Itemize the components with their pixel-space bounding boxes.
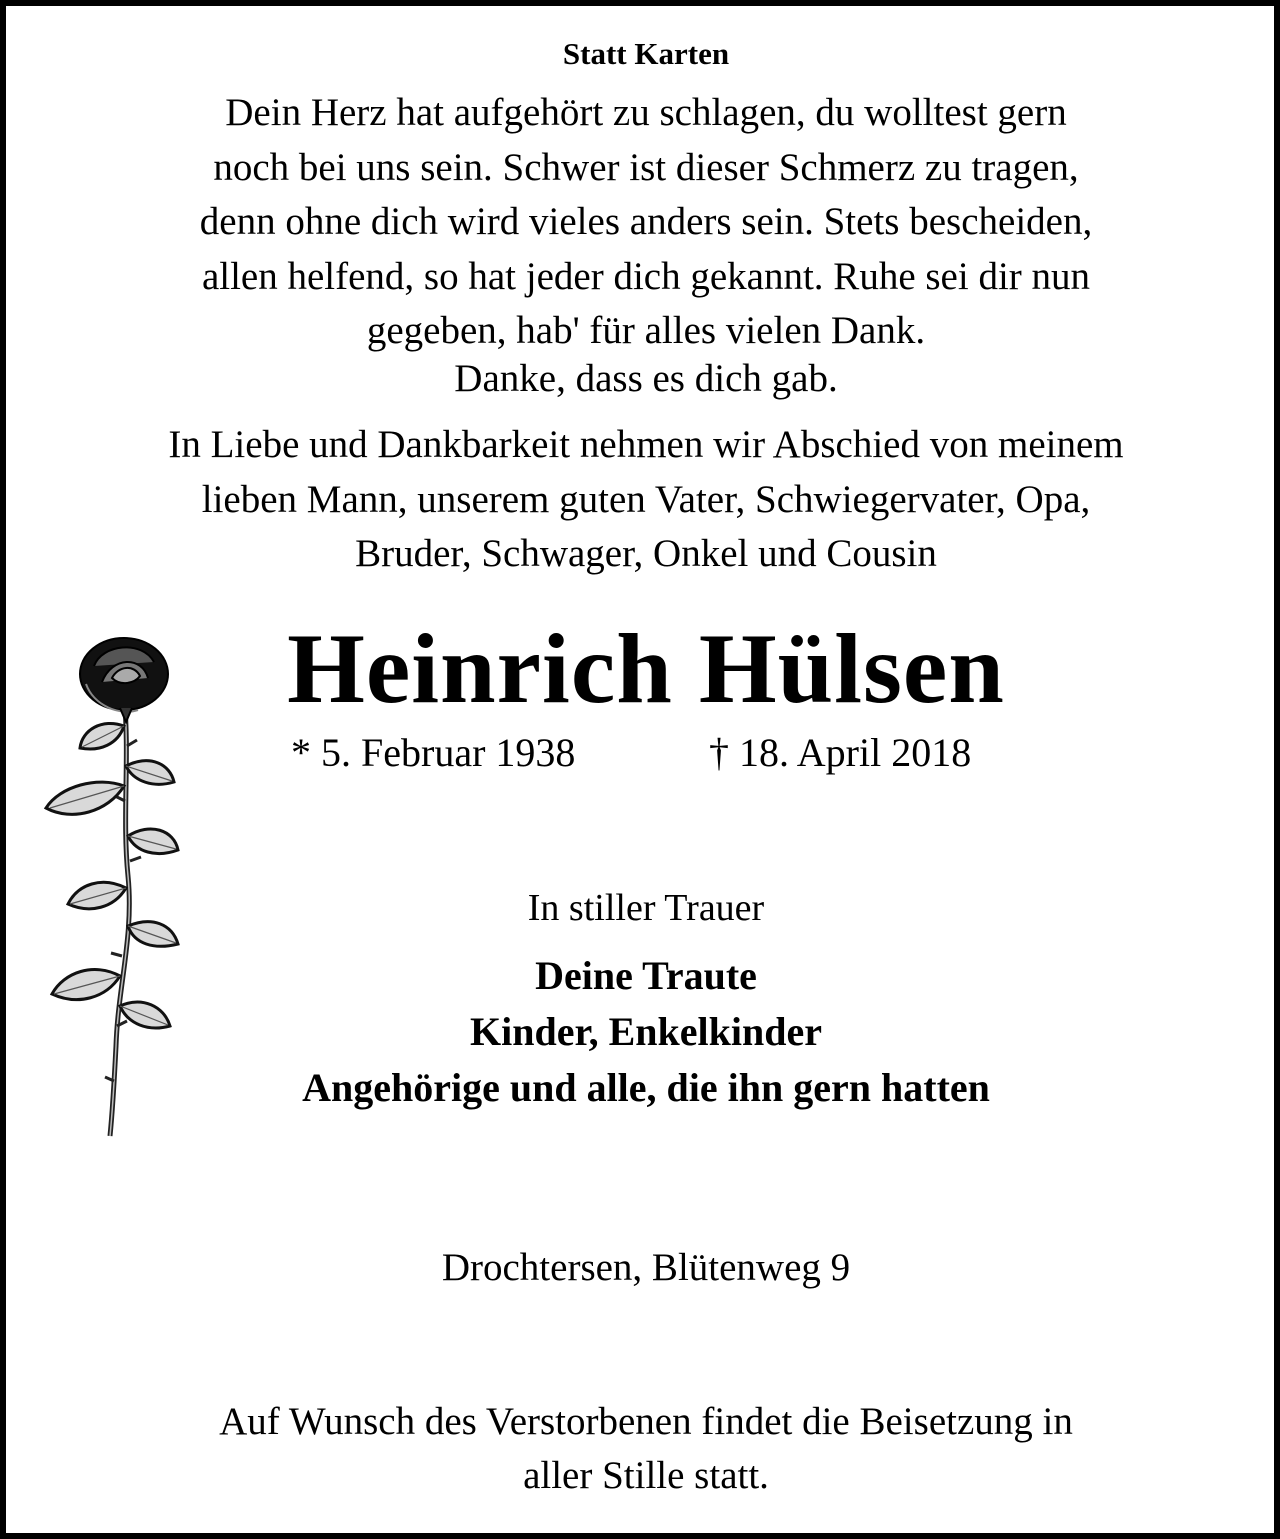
address: Drochtersen, Blütenweg 9 [441,1246,851,1289]
farewell-text [6,418,1280,582]
mourner-line: Angehörige und alle, die ihn gern hatten [302,1065,990,1110]
farewell-line: Bruder, Schwager, Onkel und Cousin [355,532,937,575]
poem-line: noch bei uns sein. Schwer ist dieser Schmerz zu tragen, [213,145,1079,189]
farewell-line: lieben Mann, unserem guten Vater, Schwiegervater, Opa, [201,477,1091,521]
deceased-name: Heinrich Hülsen [287,613,1005,724]
mourner-line: Deine Traute [535,953,757,998]
header-text: Statt Karten [562,36,730,71]
birth-date: * 5. Februar 1938 [291,730,576,775]
mourners-list [6,948,1280,1116]
poem-line: allen helfend, so hat jeder dich gekannt. Ruhe sei dir nun [201,254,1091,298]
note-line: Auf Wunsch des Verstorbenen findet die Beisetzung in [219,1400,1073,1443]
burial-note [6,1395,1280,1503]
mourner-line: Kinder, Enkelkinder [470,1009,822,1054]
note-line: aller Stille statt. [523,1454,769,1497]
poem-line: gegeben, hab' für alles vielen Dank. [366,309,926,352]
poem-line: denn ohne dich wird vieles anders sein. Stets bescheiden, [199,200,1093,243]
poem-line: Dein Herz hat aufgehört zu schlagen, du wolltest gern [225,91,1067,134]
thanks-line: Danke, dass es dich gab. [454,357,838,400]
farewell-line: In Liebe und Dankbarkeit nehmen wir Abschied von meinem [168,423,1124,466]
rose-icon [42,626,182,1141]
poem [6,86,1280,359]
mourning-line: In stiller Trauer [527,887,765,929]
death-date: † 18. April 2018 [709,730,972,775]
